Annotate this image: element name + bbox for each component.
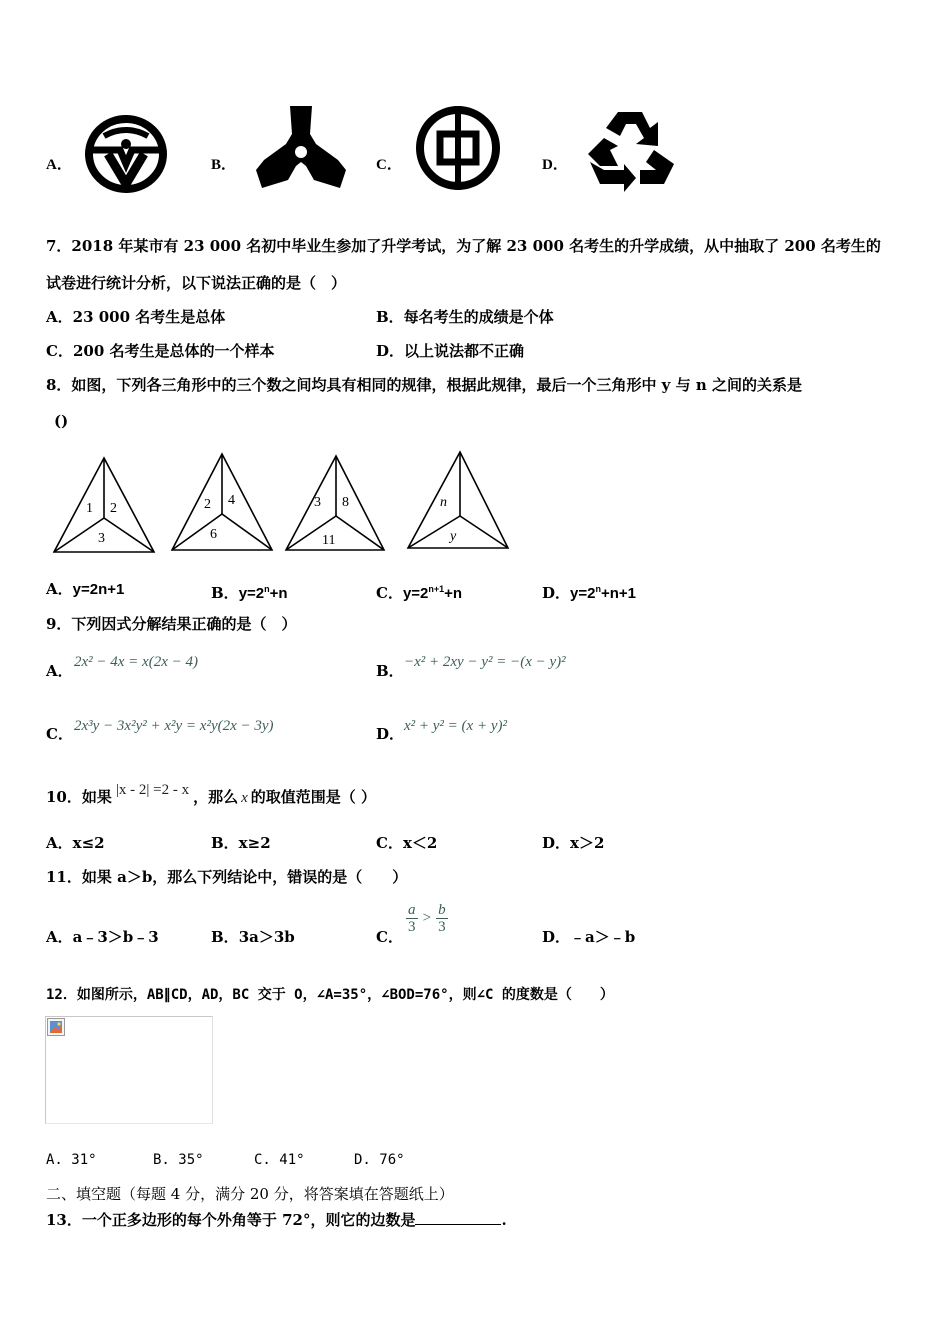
trefoil-icon bbox=[254, 104, 348, 192]
triangle-4-bottom: y bbox=[450, 529, 457, 544]
q9-option-a: A． bbox=[46, 662, 73, 680]
q8-stem-line2: () bbox=[54, 412, 69, 430]
q8-option-a: A．y=2n+1 bbox=[46, 580, 125, 598]
q8-option-c: C．$y=2^{n+1}+n$ bbox=[376, 584, 463, 602]
triangle-3-right: 8 bbox=[342, 495, 349, 510]
q10-option-b: B．x≥2 bbox=[211, 834, 271, 852]
q6-option-a-label: A． bbox=[46, 157, 72, 173]
triangle-2-bottom: 6 bbox=[210, 527, 217, 542]
q9-option-a-formula: 2x² − 4x = x(2x − 4) bbox=[74, 654, 198, 670]
triangle-3-bottom: 11 bbox=[322, 533, 336, 548]
q10-stem: 10．如果 |x - 2| =2 - x ，那么 x 的取值范围是（ ） bbox=[46, 782, 377, 806]
q12-broken-image-figure bbox=[45, 1016, 213, 1124]
q12-option-b: B. 35° bbox=[153, 1152, 204, 1168]
bank-of-china-logo-icon bbox=[414, 104, 502, 192]
triangle-2-left: 2 bbox=[204, 497, 211, 512]
triangle-3-left: 3 bbox=[314, 495, 321, 510]
q9-option-b-formula: −x² + 2xy − y² = −(x − y)² bbox=[404, 654, 566, 670]
q7-option-d: D．以上说法都不正确 bbox=[376, 342, 525, 360]
q7-stem-line2: 试卷进行统计分析，以下说法正确的是（ ） bbox=[46, 274, 347, 292]
q6-option-d-label: D． bbox=[542, 157, 568, 173]
q11-option-c-formula: $\frac{a}{3}$ > $\frac{b}{3}$ bbox=[408, 902, 446, 935]
v-circle-logo-icon bbox=[84, 114, 168, 194]
q11-option-a: A．a﹣3＞b﹣3 bbox=[46, 928, 159, 946]
pattern-triangle-3 bbox=[284, 454, 388, 554]
q8-stem-line1: 8．如图，下列各三角形中的三个数之间均具有相同的规律，根据此规律，最后一个三角形中 y 与 n 之间的关系是 bbox=[46, 376, 802, 394]
q13-stem: 13．一个正多边形的每个外角等于 72°，则它的边数是 . bbox=[46, 1211, 507, 1229]
q10-formula: |x - 2| =2 - x bbox=[115, 782, 190, 798]
q7-option-a: A．23 000 名考生是总体 bbox=[46, 308, 226, 326]
q7-option-c: C．200 名考生是总体的一个样本 bbox=[46, 342, 275, 360]
pattern-triangle-1 bbox=[52, 456, 156, 556]
q7-option-b: B．每名考生的成绩是个体 bbox=[376, 308, 554, 326]
q11-option-c-label: C． bbox=[376, 928, 403, 946]
q12-option-a: A. 31° bbox=[46, 1152, 97, 1168]
triangle-1-left: 1 bbox=[86, 501, 93, 516]
pattern-triangle-2 bbox=[170, 452, 274, 554]
q9-stem: 9．下列因式分解结果正确的是（ ） bbox=[46, 615, 297, 633]
section-2-heading: 二、填空题（每题 4 分，满分 20 分，将答案填在答题纸上） bbox=[46, 1185, 454, 1203]
broken-image-icon bbox=[47, 1018, 65, 1036]
q9-option-c: C． bbox=[46, 725, 73, 743]
q8-option-d: D．$y=2^n+n+1$ bbox=[542, 584, 636, 602]
q9-option-d: D． bbox=[376, 725, 405, 743]
q11-option-d: D．﹣a＞﹣b bbox=[542, 928, 636, 946]
q13-answer-blank[interactable] bbox=[415, 1210, 501, 1225]
triangle-4-left: n bbox=[440, 495, 447, 510]
q9-option-b: B． bbox=[376, 662, 404, 680]
q7-stem-line1: 7．2018 年某市有 23 000 名初中毕业生参加了升学考试，为了解 23 000 名考生的升学成绩，从中抽取了 200 名考生的 bbox=[46, 237, 881, 255]
q8-option-b: B．$y=2^n+n$ bbox=[211, 584, 288, 602]
triangle-2-right: 4 bbox=[228, 493, 235, 508]
q12-option-d: D. 76° bbox=[354, 1152, 405, 1168]
q11-option-b: B．3a＞3b bbox=[211, 928, 295, 946]
pattern-triangle-4 bbox=[406, 450, 510, 552]
q10-option-a: A．x≤2 bbox=[46, 834, 105, 852]
q12-option-c: C. 41° bbox=[254, 1152, 305, 1168]
q6-option-b-label: B． bbox=[211, 157, 237, 173]
q10-option-d: D．x＞2 bbox=[542, 834, 605, 852]
q6-option-c-label: C． bbox=[376, 157, 402, 173]
triangle-1-bottom: 3 bbox=[98, 531, 105, 546]
q9-option-c-formula: 2x³y − 3x²y² + x²y = x²y(2x − 3y) bbox=[74, 718, 274, 734]
q12-stem: 12．如图所示，AB∥CD，AD，BC 交于 O，∠A=35°，∠BOD=76°，则∠C 的度数是（ ） bbox=[46, 987, 614, 1003]
q11-stem: 11．如果 a＞b，那么下列结论中，错误的是（ ） bbox=[46, 868, 408, 886]
q9-option-d-formula: x² + y² = (x + y)² bbox=[404, 718, 507, 734]
q10-option-c: C．x＜2 bbox=[376, 834, 438, 852]
recycle-icon bbox=[584, 108, 676, 196]
triangle-1-right: 2 bbox=[110, 501, 117, 516]
